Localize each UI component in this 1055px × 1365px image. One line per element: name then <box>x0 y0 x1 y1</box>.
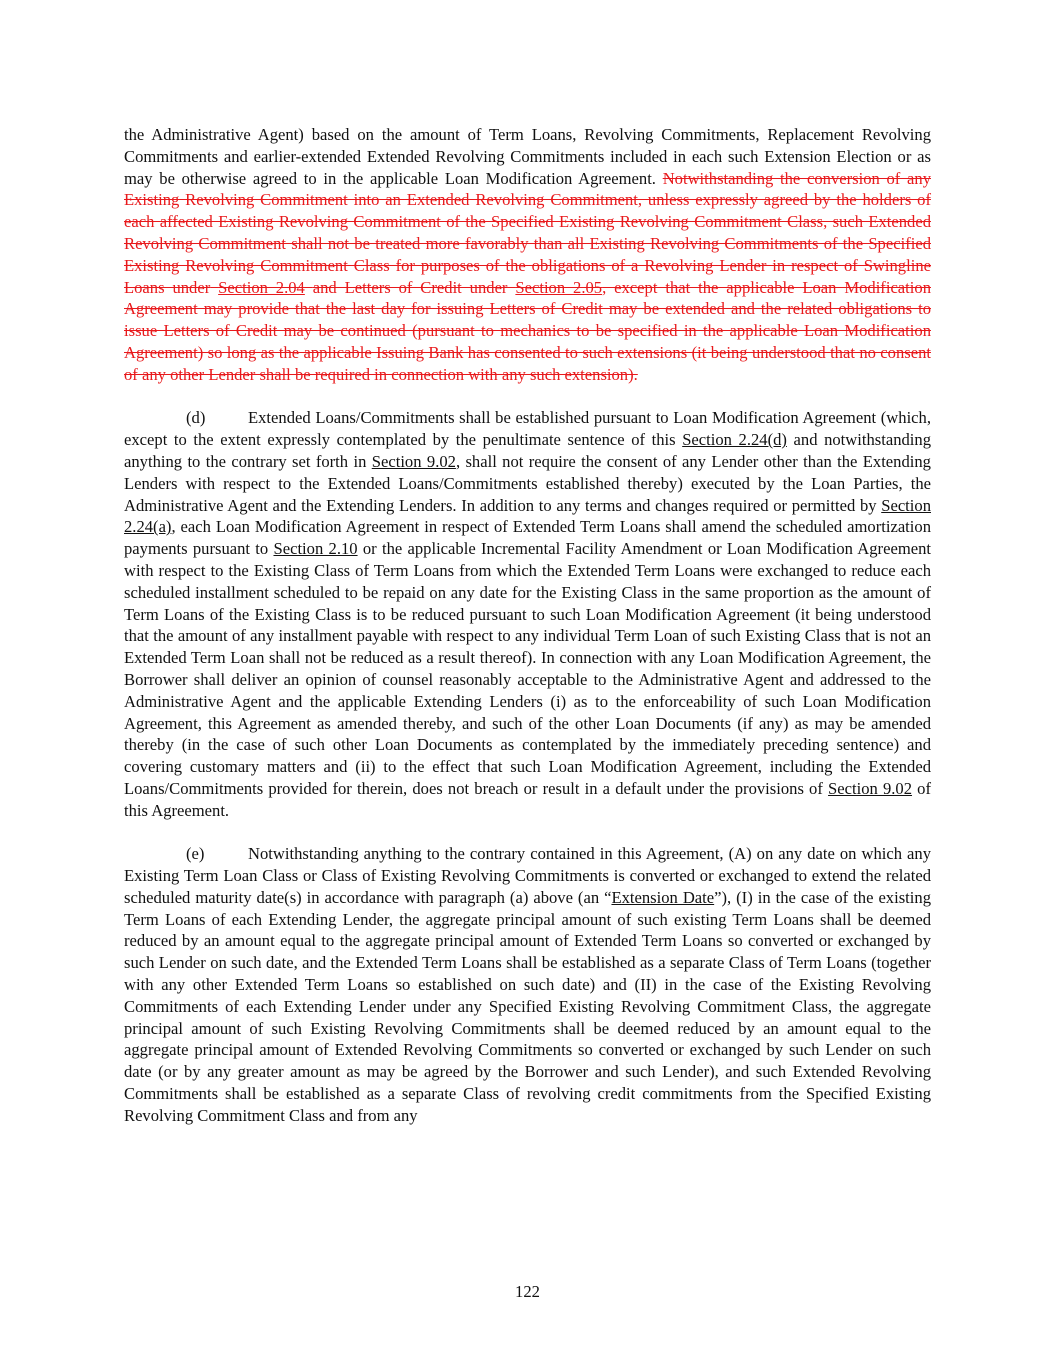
section-2-05-link[interactable]: Section 2.05 <box>515 277 603 297</box>
section-2-10-link[interactable]: Section 2.10 <box>273 539 358 559</box>
section-2-04-link[interactable]: Section 2.04 <box>218 277 305 297</box>
paragraph-d-label: (d) <box>186 408 206 428</box>
paragraph-d: (d) Extended Loans/Commitments shall be established pursuant to Loan Modification Agreement (which, except to the extent expressly contemplated by the penultimate sentence of this Section 2.24(d) and notwithstanding anything to the contrary set forth in Section 9.02, shall not require the consent of any Lender other than the Extending Lenders with respect to the Extended Loans/Commitments established thereby) executed by the Loan Parties, the Administrative Agent and the Extending Lenders. In addition to any terms and changes required or permitted by Section 2.24(a), each Loan Modification Agreement in respect of Extended Term Loans shall amend the scheduled amortization payments pursuant to Section 2.10 or the applicable Incremental Facility Amendment or Loan Modification Agreement with respect to the Existing Class of Term Loans from which the Extended Term Loans were exchanged to reduce each scheduled installment scheduled to be repaid on any date for the Existing Class in the same proportion as the amount of Term Loans of the Existing Class is to be reduced pursuant to such Loan Modification Agreement (it being understood that the amount of any installment payable with respect to any individual Term Loan of such Existing Class that is not an Extended Term Loan shall not be reduced as a result thereof). In connection with any Loan Modification Agreement, the Borrower shall deliver an opinion of counsel reasonably acceptable to the Administrative Agent and addressed to the Administrative Agent and the applicable Extending Lenders (i) as to the enforceability of such Loan Modification Agreement, this Agreement as amended thereby, and such of the other Loan Documents (if any) as may be amended thereby (in the case of such other Loan Documents as contemplated by the immediately preceding sentence) and covering customary matters and (ii) to the effect that such Loan Modification Agreement, including the Extended Loans/Commitments provided for therein, does not breach or result in a default under the provisions of Section 9.02 of this Agreement. <box>124 408 932 820</box>
extension-date-term: Extension Date <box>611 887 715 907</box>
section-2-24-a-link[interactable]: Section 2.24(a) <box>124 495 931 537</box>
deleted-text: Notwithstanding the conversion of any Existing Revolving Commitment into an Extended Revolving Commitment, unless expressly agreed by the holders of each affected Existing Revolving Commitment of the Specified Existing Revolving Commitment Class, such Extended Revolving Commitment shall not be treated more favorably than all Existing Revolving Commitments of the Specified Existing Revolving Commitment Class for purposes of the obligations of a Revolving Lender in respect of Swingline Loans under Section 2.04 and Letters of Credit under Section 2.05, except that the applicable Loan Modification Agreement may provide that the last day for issuing Letters of Credit may be extended and the related obligations to issue Letters of Credit may be continued (pursuant to mechanics to be specified in the applicable Loan Modification Agreement) so long as the applicable Issuing Bank has consented to such extensions (it being understood that no consent of any other Lender shall be required in connection with any such extension). <box>124 168 931 384</box>
section-2-24-d-link[interactable]: Section 2.24(d) <box>682 430 787 450</box>
page-number: 122 <box>515 1282 540 1301</box>
section-9-02-link[interactable]: Section 9.02 <box>371 451 456 471</box>
paragraph-e-label: (e) <box>186 844 205 864</box>
paragraph-e: (e) Notwithstanding anything to the contrary contained in this Agreement, (A) on any date on which any Existing Term Loan Class or Class of Existing Revolving Commitments is converted or exchanged to extend the related scheduled maturity date(s) in accordance with paragraph (a) above (an “Extension Date”), (I) in the case of the existing Term Loans of each Extending Lender, the aggregate principal amount of such existing Term Loans shall be deemed reduced by an amount equal to the aggregate principal amount of Extended Term Loans so converted or exchanged by such Lender on such date, and the Extended Term Loans shall be established as a separate Class of Term Loans (together with any other Extended Term Loans so established on such date) and (II) in the case of the Existing Revolving Commitments of each Extending Lender under any Specified Existing Revolving Commitment Class, the aggregate principal amount of such Existing Revolving Commitments shall be deemed reduced by an amount equal to the aggregate principal amount of Extended Revolving Commitments so converted or exchanged by such Lender on such date (or by any greater amount as may be agreed by the Borrower and such Lender), and such Extended Revolving Commitments shall be established as a separate Class of revolving credit commitments from the Specified Existing Revolving Commitment Class and from any <box>124 844 931 1125</box>
document-page <box>124 124 931 1127</box>
paragraph-c-continuation <box>124 124 931 386</box>
intro-text: the Administrative Agent) based on the amount of Term Loans, Revolving Commitments, Replacement Revolving Commitments and earlier-extended Extended Revolving Commitments included in each such Extension Election or as may be otherwise agreed to in the applicable Loan Modification Agreement. <box>124 125 931 188</box>
section-9-02-link-2[interactable]: Section 9.02 <box>828 778 913 798</box>
